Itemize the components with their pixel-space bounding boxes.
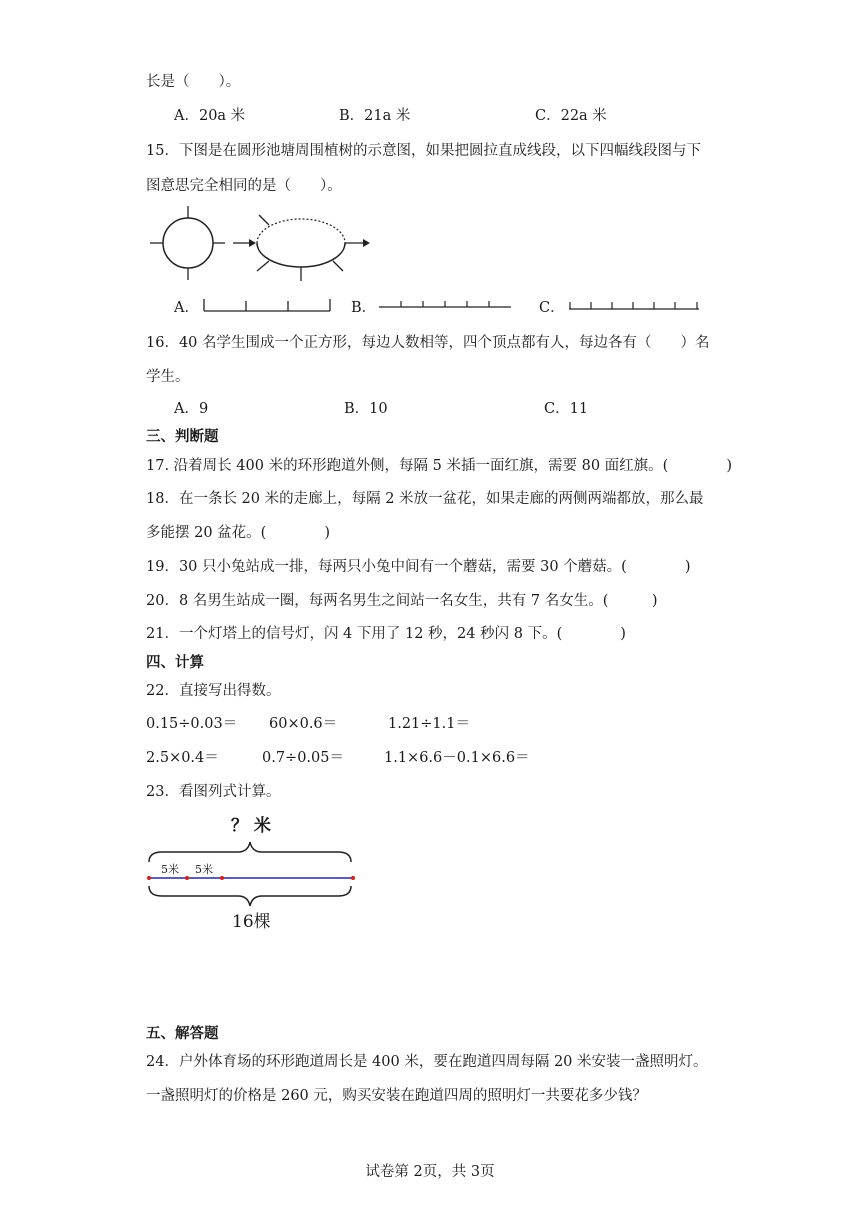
q17-text: 17. 沿着周长 400 米的环形跑道外侧，每隔 5 米插一面红旗，需要 80 面红旗。( ) (146, 458, 732, 474)
q23-figure-segment-label: 5米 (195, 863, 213, 876)
q21-text: 21．一个灯塔上的信号灯，闪 4 下用了 12 秒，24 秒闪 8 下。( ) (146, 626, 626, 642)
q23-line-diagram (140, 838, 362, 906)
q15-option-c-figure (569, 298, 699, 314)
q15-text-line2: 图意思完全相同的是（ ）。 (146, 178, 342, 194)
q19-text: 19．30 只小兔站成一排，每两只小兔中间有一个蘑菇，需要 30 个蘑菇。( ) (146, 559, 691, 575)
q15-pond-diagram (145, 203, 385, 283)
q22-item: 1.1×6.6－0.1×6.6＝ (384, 750, 530, 766)
q14-continuation: 长是（ ）。 (146, 74, 241, 90)
q14-option-a: A．20a 米 (174, 108, 246, 124)
q22-item: 1.21÷1.1＝ (388, 716, 470, 732)
q22-item: 0.15÷0.03＝ (146, 716, 238, 732)
q18-text-line2: 多能摆 20 盆花。( ) (146, 525, 330, 541)
q23-figure-top-label: ？ 米 (231, 816, 271, 836)
q20-text: 20．8 名男生站成一圈，每两名男生之间站一名女生，共有 7 名女生。( ) (146, 593, 658, 609)
section-heading-judgement: 三、判断题 (146, 428, 219, 445)
q14-option-c: C．22a 米 (535, 108, 607, 124)
q16-text-line1: 16．40 名学生围成一个正方形，每边人数相等，四个顶点都有人，每边各有（ ）名 (146, 335, 710, 351)
q15-option-a-figure (203, 298, 331, 314)
q22-title: 22．直接写出得数。 (146, 683, 281, 699)
q15-option-a-label: A． (174, 300, 199, 316)
q24-text-line1: 24．户外体育场的环形跑道周长是 400 米，要在跑道四周每隔 20 米安装一盏照明灯。 (146, 1054, 708, 1070)
q24-text-line2: 一盏照明灯的价格是 260 元，购买安装在跑道四周的照明灯一共要花多少钱？ (146, 1088, 647, 1104)
q15-option-b-figure (379, 298, 511, 314)
q22-item: 0.7÷0.05＝ (262, 750, 344, 766)
q16-option-c: C．11 (544, 401, 589, 417)
q18-text-line1: 18．在一条长 20 米的走廊上，每隔 2 米放一盆花，如果走廊的两侧两端都放，那么最 (146, 491, 704, 507)
q15-option-b-label: B． (351, 300, 377, 316)
q22-item: 2.5×0.4＝ (146, 750, 219, 766)
q15-option-c-label: C． (539, 300, 565, 316)
q15-text-line1: 15．下图是在圆形池塘周围植树的示意图，如果把圆拉直成线段，以下四幅线段图与下 (146, 143, 701, 159)
q22-item: 60×0.6＝ (269, 716, 338, 732)
q14-option-b: B．21a 米 (339, 108, 411, 124)
q16-option-b: B．10 (344, 401, 388, 417)
q16-text-line2: 学生。 (146, 369, 190, 385)
q16-option-a: A．9 (174, 401, 209, 417)
q23-figure-bottom-label: 16棵 (232, 912, 271, 932)
section-heading-calculation: 四、计算 (146, 654, 204, 671)
q23-title: 23．看图列式计算。 (146, 784, 281, 800)
page-footer: 试卷第 2页，共 3页 (365, 1164, 495, 1180)
section-heading-answer: 五、解答题 (146, 1025, 219, 1042)
q23-figure-segment-label: 5米 (161, 863, 179, 876)
